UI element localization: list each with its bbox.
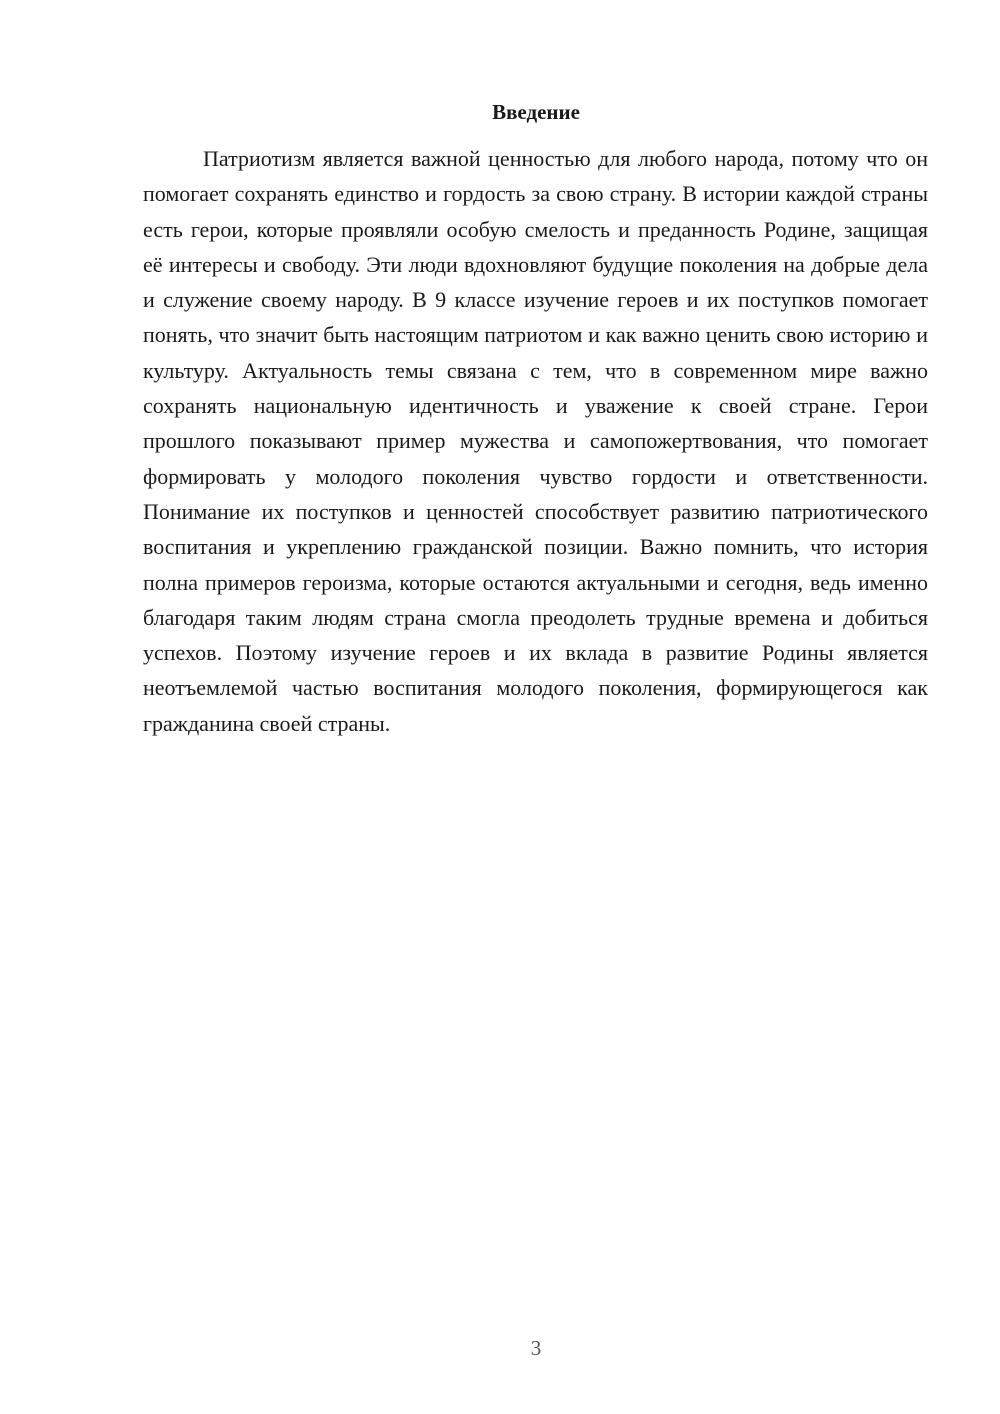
body-paragraph: Патриотизм является важной ценностью для любого народа, потому что он помогает сохранять единство и гордость за свою страну. В истории каждой страны есть герои, которые проявляли особую смелость и преданность Родине, защищая её интересы и свободу. Эти люди вдохновляют будущие поколения на добрые дела и служение своему народу. В 9 классе изучение героев и их поступков помогает понять, что значит быть настоящим патриотом и как важно ценить свою историю и культуру. Актуальность темы связана с тем, что в современном мире важно сохранять национальную идентичность и уважение к своей стране. Герои прошлого показывают пример мужества и самопожертвования, что помогает формировать у молодого поколения чувство гордости и ответственности. Понимание их поступков и ценностей способствует развитию патриотического воспитания и укреплению гражданской позиции. Важно помнить, что история полна примеров героизма, которые остаются актуальными и сегодня, ведь именно благодаря таким людям страна смогла преодолеть трудные времена и добиться успехов. Поэтому изучение героев и их вклада в развитие Родины является неотъемлемой частью воспитания молодого поколения, формирующегося как гражданина своей страны.	[143, 146, 928, 736]
section-heading: Введение	[492, 100, 580, 124]
page-number: 3	[530, 1336, 542, 1360]
